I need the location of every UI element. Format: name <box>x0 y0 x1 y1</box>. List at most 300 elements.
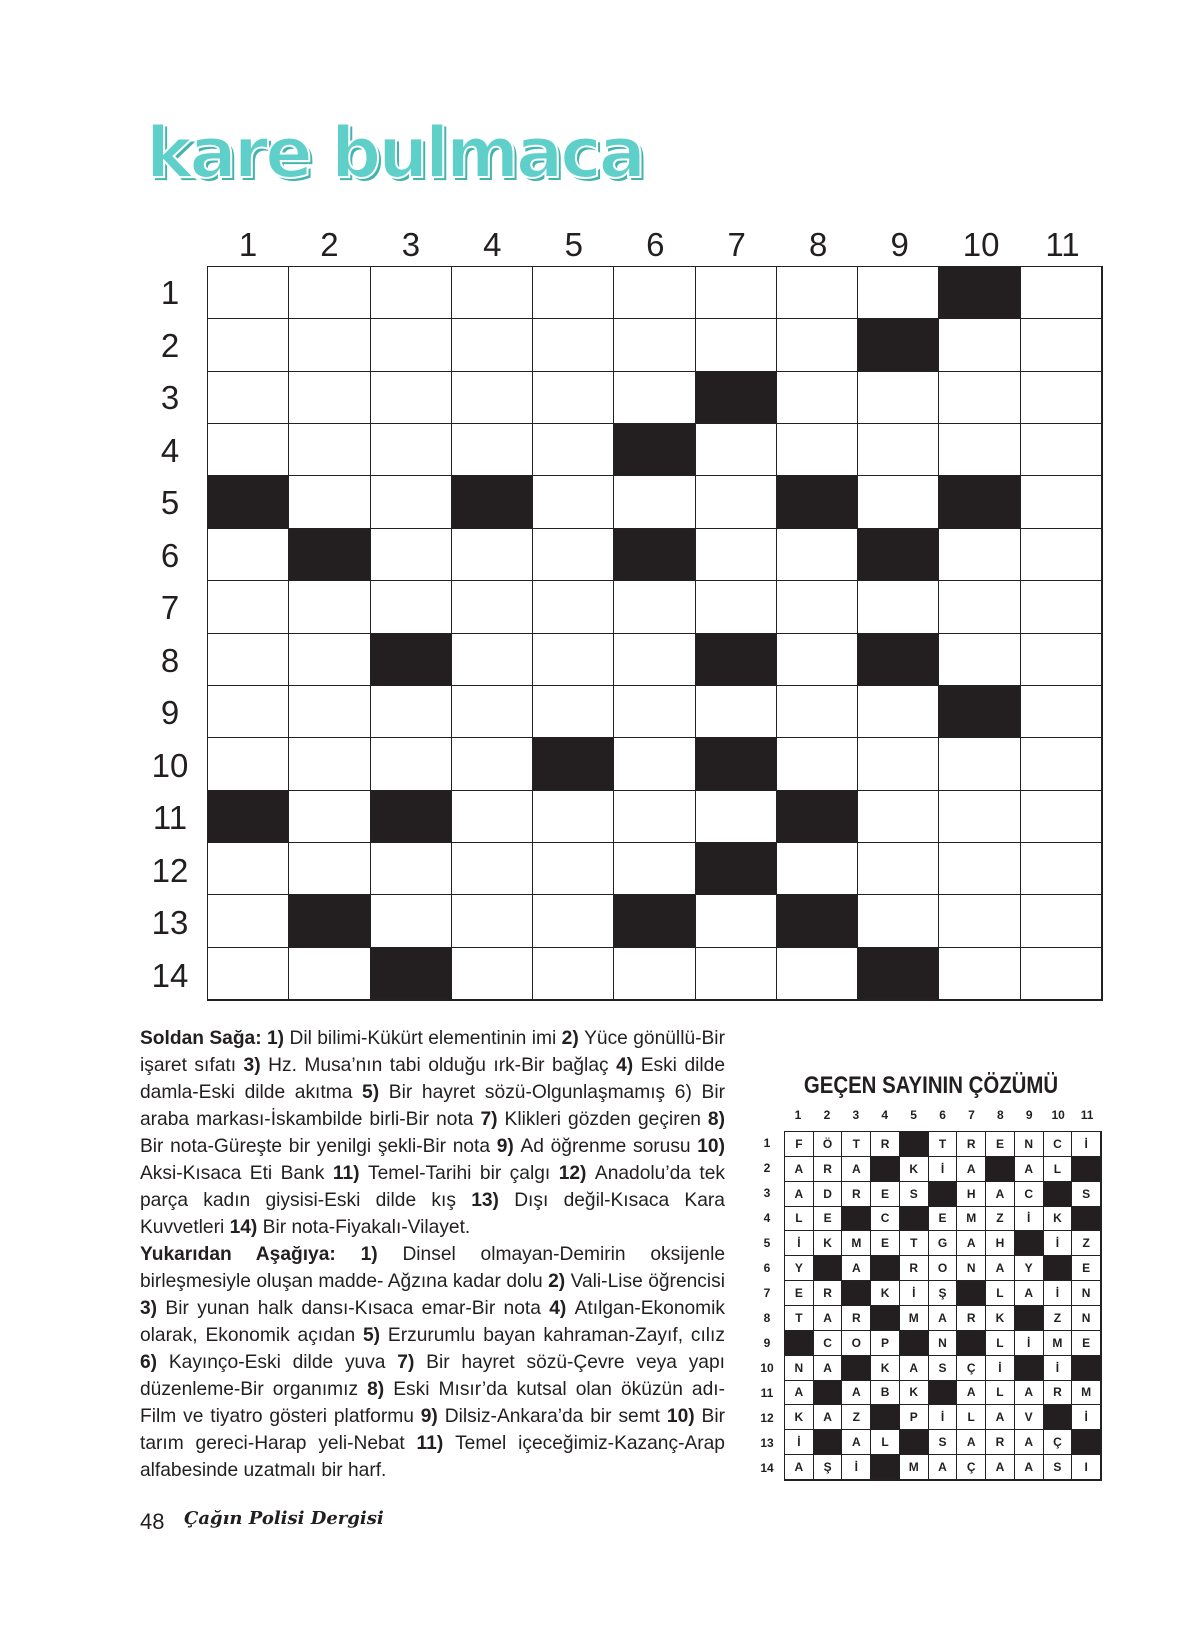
down-clue-number: 11) <box>404 1433 456 1454</box>
column-number: 5 <box>564 226 583 263</box>
empty-cell[interactable] <box>452 948 533 1000</box>
empty-cell[interactable] <box>533 319 614 371</box>
solution-letter-cell: R <box>900 1256 929 1281</box>
solution-black-cell <box>1072 1157 1101 1182</box>
empty-cell[interactable] <box>777 843 858 895</box>
empty-cell[interactable] <box>614 948 695 1000</box>
solution-letter-cell: A <box>957 1157 986 1182</box>
empty-cell[interactable] <box>614 738 695 790</box>
solution-letter-cell: A <box>814 1405 843 1430</box>
black-cell <box>371 948 452 1000</box>
across-clue-text: Temel-Tarihi bir çalgı <box>368 1163 551 1184</box>
solution-column-number: 10 <box>1051 1108 1065 1122</box>
column-number: 10 <box>962 226 1000 263</box>
solution-black-cell <box>814 1430 843 1455</box>
solution-row-number: 1 <box>763 1136 771 1150</box>
across-clue-number: 1) <box>267 1028 290 1049</box>
row-number: 5 <box>160 484 180 521</box>
solution-letter-cell: A <box>785 1381 814 1406</box>
empty-cell[interactable] <box>696 895 777 947</box>
empty-cell[interactable] <box>777 948 858 1000</box>
empty-cell[interactable] <box>1021 634 1102 686</box>
empty-cell[interactable] <box>696 267 777 319</box>
empty-cell[interactable] <box>858 581 939 633</box>
empty-cell[interactable] <box>858 895 939 947</box>
empty-cell[interactable] <box>533 843 614 895</box>
empty-cell[interactable] <box>696 476 777 528</box>
empty-cell[interactable] <box>208 424 289 476</box>
solution-letter-cell: A <box>957 1231 986 1256</box>
solution-letter-cell: A <box>842 1381 871 1406</box>
empty-cell[interactable] <box>858 738 939 790</box>
solution-letter-cell: A <box>986 1405 1015 1430</box>
solution-letter-cell: O <box>929 1256 958 1281</box>
empty-cell[interactable] <box>371 476 452 528</box>
solution-letter-cell: İ <box>929 1157 958 1182</box>
down-clue-number: 8) <box>358 1379 394 1400</box>
solution-letter-cell: K <box>871 1281 900 1306</box>
solution-letter-cell: N <box>1072 1306 1101 1331</box>
solution-row-number: 14 <box>760 1461 774 1475</box>
empty-cell[interactable] <box>1021 529 1102 581</box>
solution-letter-cell: Ç <box>957 1455 986 1480</box>
empty-cell[interactable] <box>1021 738 1102 790</box>
empty-cell[interactable] <box>289 319 370 371</box>
empty-cell[interactable] <box>371 529 452 581</box>
row-number: 8 <box>160 641 180 679</box>
empty-cell[interactable] <box>533 372 614 424</box>
solution-black-cell <box>1044 1405 1073 1430</box>
solution-letter-cell: M <box>842 1231 871 1256</box>
empty-cell[interactable] <box>696 424 777 476</box>
black-cell <box>696 634 777 686</box>
empty-cell[interactable] <box>777 581 858 633</box>
solution-black-cell <box>871 1306 900 1331</box>
down-clue-text: Erzurumlu bayan kahraman-Zayıf, cılız <box>387 1325 725 1346</box>
crossword-grid <box>207 266 1103 1001</box>
solution-letter-cell: K <box>900 1381 929 1406</box>
solution-letter-cell: T <box>900 1231 929 1256</box>
solution-letter-cell: İ <box>1072 1132 1101 1157</box>
solution-black-cell <box>814 1256 843 1281</box>
black-cell <box>696 843 777 895</box>
empty-cell[interactable] <box>858 476 939 528</box>
black-cell <box>696 372 777 424</box>
solution-letter-cell: T <box>785 1306 814 1331</box>
empty-cell[interactable] <box>1021 319 1102 371</box>
empty-cell[interactable] <box>208 686 289 738</box>
black-cell <box>452 476 533 528</box>
solution-letter-cell: T <box>842 1132 871 1157</box>
down-label: Yukarıdan Aşağıya: <box>140 1244 336 1265</box>
solution-black-cell <box>957 1281 986 1306</box>
solution-row-number: 2 <box>763 1161 771 1175</box>
down-clue-text: Eski Mısır’da kutsal olan öküzün adı-Film ve tiyatro gösteri platformu <box>140 1379 725 1427</box>
black-cell <box>533 738 614 790</box>
solution-black-cell <box>900 1430 929 1455</box>
empty-cell[interactable] <box>614 267 695 319</box>
solution-letter-cell: E <box>1072 1331 1101 1356</box>
empty-cell[interactable] <box>371 843 452 895</box>
down-clue-number: 3) <box>140 1298 166 1319</box>
solution-black-cell <box>1072 1207 1101 1232</box>
solution-letter-cell: L <box>986 1281 1015 1306</box>
solution-letter-cell: L <box>785 1207 814 1232</box>
empty-cell[interactable] <box>777 529 858 581</box>
empty-cell[interactable] <box>452 634 533 686</box>
across-clue-text: Klikleri gözden geçiren <box>504 1109 701 1130</box>
solution-black-cell <box>1015 1231 1044 1256</box>
empty-cell[interactable] <box>452 372 533 424</box>
solution-letter-cell: A <box>957 1381 986 1406</box>
solution-letter-cell: Z <box>842 1405 871 1430</box>
column-number: 6 <box>646 226 665 263</box>
solution-letter-cell: E <box>785 1281 814 1306</box>
solution-letter-cell: Ş <box>814 1455 843 1480</box>
empty-cell[interactable] <box>208 948 289 1000</box>
empty-cell[interactable] <box>371 267 452 319</box>
across-clue-text: Anadolu’da tek parça kadın giysisi-Eski dilde kış <box>140 1163 725 1211</box>
empty-cell[interactable] <box>208 581 289 633</box>
black-cell <box>614 529 695 581</box>
down-clue-text: Dinsel olmayan-Demirin oksijenle birleşmesiyle oluşan madde- Ağzına kadar dolu <box>140 1244 726 1292</box>
across-clue-number: 4) <box>608 1055 641 1076</box>
black-cell <box>371 791 452 843</box>
solution-letter-cell: M <box>1072 1381 1101 1406</box>
solution-letter-cell: İ <box>1044 1231 1073 1256</box>
empty-cell[interactable] <box>1021 791 1102 843</box>
column-number: 7 <box>727 226 746 263</box>
solution-letter-cell: İ <box>842 1455 871 1480</box>
black-cell <box>371 634 452 686</box>
solution-letter-cell: R <box>986 1430 1015 1455</box>
solution-row-number: 3 <box>763 1186 771 1200</box>
solution-letter-cell: A <box>929 1306 958 1331</box>
empty-cell[interactable] <box>1021 895 1102 947</box>
empty-cell[interactable] <box>939 319 1020 371</box>
empty-cell[interactable] <box>777 738 858 790</box>
empty-cell[interactable] <box>289 267 370 319</box>
solution-column-number: 3 <box>852 1108 860 1122</box>
solution-column-number: 5 <box>910 1108 917 1122</box>
across-clue-number: 12) <box>550 1163 595 1184</box>
solution-column-number: 7 <box>968 1108 975 1122</box>
solution-row-number: 6 <box>763 1261 771 1275</box>
down-clue-text: Kayınço-Eski dilde yuva <box>168 1352 386 1373</box>
empty-cell[interactable] <box>614 476 695 528</box>
black-cell <box>858 529 939 581</box>
solution-letter-cell: N <box>957 1256 986 1281</box>
down-clue-number: 5) <box>355 1325 388 1346</box>
row-number: 14 <box>151 956 189 994</box>
solution-black-cell <box>1072 1430 1101 1455</box>
empty-cell[interactable] <box>208 895 289 947</box>
solution-black-cell <box>842 1281 871 1306</box>
empty-cell[interactable] <box>533 791 614 843</box>
empty-cell[interactable] <box>371 372 452 424</box>
empty-cell[interactable] <box>1021 424 1102 476</box>
across-clue-text: Dil bilimi-Kükürt elementinin imi <box>289 1028 557 1049</box>
solution-letter-cell: F <box>785 1132 814 1157</box>
empty-cell[interactable] <box>452 895 533 947</box>
empty-cell[interactable] <box>1021 843 1102 895</box>
across-clue-number: 9) <box>490 1136 521 1157</box>
empty-cell[interactable] <box>777 319 858 371</box>
empty-cell[interactable] <box>371 319 452 371</box>
solution-letter-cell: İ <box>1044 1281 1073 1306</box>
down-clues <box>140 1244 725 1481</box>
solution-letter-cell: E <box>1072 1256 1101 1281</box>
page-number: 48 <box>140 1509 165 1534</box>
empty-cell[interactable] <box>614 372 695 424</box>
empty-cell[interactable] <box>777 634 858 686</box>
solution-column-number: 11 <box>1080 1108 1094 1122</box>
empty-cell[interactable] <box>452 529 533 581</box>
empty-cell[interactable] <box>289 738 370 790</box>
column-number: 3 <box>401 226 421 263</box>
empty-cell[interactable] <box>208 267 289 319</box>
empty-cell[interactable] <box>1021 686 1102 738</box>
across-clue-text: Bir nota-Güreşte bir yenilgi şekli-Bir nota <box>140 1136 491 1157</box>
empty-cell[interactable] <box>1021 267 1102 319</box>
across-clue-number: 5) <box>352 1082 389 1103</box>
solution-black-cell <box>929 1182 958 1207</box>
solution-black-cell <box>785 1331 814 1356</box>
empty-cell[interactable] <box>371 424 452 476</box>
empty-cell[interactable] <box>858 267 939 319</box>
black-cell <box>858 319 939 371</box>
empty-cell[interactable] <box>939 529 1020 581</box>
empty-cell[interactable] <box>777 686 858 738</box>
empty-cell[interactable] <box>777 424 858 476</box>
solution-letter-cell: İ <box>1044 1356 1073 1381</box>
solution-row-number: 11 <box>760 1386 774 1400</box>
solution-letter-cell: E <box>871 1231 900 1256</box>
solution-column-number: 8 <box>997 1108 1004 1122</box>
row-number: 13 <box>151 904 189 941</box>
empty-cell[interactable] <box>208 372 289 424</box>
magazine-name: Çağın Polisi Dergisi <box>184 1508 384 1529</box>
down-clue-text: Bir tarım gereci-Harap yeli-Nebat <box>140 1406 725 1454</box>
empty-cell[interactable] <box>614 581 695 633</box>
solution-letter-cell: K <box>871 1356 900 1381</box>
empty-cell[interactable] <box>371 738 452 790</box>
black-cell <box>208 791 289 843</box>
solution-letter-cell: R <box>814 1281 843 1306</box>
solution-black-cell <box>871 1157 900 1182</box>
solution-row-number: 9 <box>763 1336 771 1350</box>
empty-cell[interactable] <box>614 319 695 371</box>
empty-cell[interactable] <box>939 791 1020 843</box>
empty-cell[interactable] <box>696 948 777 1000</box>
column-number: 2 <box>320 226 339 263</box>
black-cell <box>777 791 858 843</box>
empty-cell[interactable] <box>696 791 777 843</box>
empty-cell[interactable] <box>696 686 777 738</box>
solution-letter-cell: A <box>1015 1381 1044 1406</box>
empty-cell[interactable] <box>452 319 533 371</box>
solution-black-cell <box>871 1455 900 1480</box>
black-cell <box>614 895 695 947</box>
empty-cell[interactable] <box>371 895 452 947</box>
across-clue-text: Bir hayret sözü-Olgunlaşmamış 6) Bir araba markası-İskambilde birli-Bir nota <box>140 1082 725 1130</box>
solution-letter-cell: V <box>1015 1405 1044 1430</box>
solution-letter-cell: M <box>900 1455 929 1480</box>
column-number: 1 <box>238 226 258 263</box>
empty-cell[interactable] <box>289 791 370 843</box>
solution-letter-cell: A <box>986 1455 1015 1480</box>
empty-cell[interactable] <box>371 581 452 633</box>
row-number: 9 <box>160 694 180 731</box>
solution-row-number: 13 <box>760 1436 774 1450</box>
solution-letter-cell: A <box>785 1455 814 1480</box>
solution-letter-cell: I <box>1072 1455 1101 1480</box>
empty-cell[interactable] <box>289 424 370 476</box>
empty-cell[interactable] <box>289 476 370 528</box>
empty-cell[interactable] <box>1021 372 1102 424</box>
empty-cell[interactable] <box>939 581 1020 633</box>
empty-cell[interactable] <box>696 529 777 581</box>
solution-letter-cell: A <box>986 1256 1015 1281</box>
empty-cell[interactable] <box>858 372 939 424</box>
solution-letter-cell: S <box>1044 1455 1073 1480</box>
empty-cell[interactable] <box>939 843 1020 895</box>
empty-cell[interactable] <box>533 686 614 738</box>
down-clue-text: Temel içeceğimiz-Kazanç-Arap alfabesinde uzatmalı bir harf. <box>140 1433 725 1481</box>
empty-cell[interactable] <box>696 319 777 371</box>
solution-row-number: 10 <box>760 1361 774 1375</box>
down-clue-text: Dilsiz-Ankara’da bir semt <box>444 1406 661 1427</box>
solution-letter-cell: A <box>1015 1281 1044 1306</box>
solution-column-number: 2 <box>823 1108 831 1122</box>
solution-title: GEÇEN SAYININ ÇÖZÜMÜ <box>803 1072 1059 1099</box>
solution-black-cell <box>1015 1356 1044 1381</box>
empty-cell[interactable] <box>939 948 1020 1000</box>
column-number: 4 <box>483 226 502 263</box>
empty-cell[interactable] <box>208 529 289 581</box>
empty-cell[interactable] <box>696 581 777 633</box>
empty-cell[interactable] <box>533 634 614 686</box>
empty-cell[interactable] <box>533 529 614 581</box>
across-clue-number: 10) <box>690 1136 725 1157</box>
black-cell <box>939 686 1020 738</box>
empty-cell[interactable] <box>939 738 1020 790</box>
solution-letter-cell: K <box>814 1231 843 1256</box>
empty-cell[interactable] <box>858 843 939 895</box>
empty-cell[interactable] <box>1021 476 1102 528</box>
empty-cell[interactable] <box>208 319 289 371</box>
empty-cell[interactable] <box>533 581 614 633</box>
empty-cell[interactable] <box>533 267 614 319</box>
empty-cell[interactable] <box>289 372 370 424</box>
solution-letter-cell: C <box>814 1331 843 1356</box>
across-clue-number: 14) <box>224 1217 263 1238</box>
solution-black-cell <box>842 1207 871 1232</box>
across-clue-number: 3) <box>236 1055 269 1076</box>
empty-cell[interactable] <box>533 948 614 1000</box>
empty-cell[interactable] <box>614 686 695 738</box>
solution-letter-cell: E <box>814 1207 843 1232</box>
solution-letter-cell: M <box>900 1306 929 1331</box>
across-clue-number: 13) <box>455 1190 515 1211</box>
empty-cell[interactable] <box>452 738 533 790</box>
empty-cell[interactable] <box>208 634 289 686</box>
down-clue-text: Vali-Lise öğrencisi <box>570 1271 725 1292</box>
solution-column-number: 9 <box>1025 1108 1033 1122</box>
solution-letter-cell: K <box>785 1405 814 1430</box>
down-clue-number: 2) <box>542 1271 571 1292</box>
empty-cell[interactable] <box>777 372 858 424</box>
empty-cell[interactable] <box>858 686 939 738</box>
empty-cell[interactable] <box>939 372 1020 424</box>
solution-letter-cell: M <box>1044 1331 1073 1356</box>
solution-letter-cell: C <box>1015 1182 1044 1207</box>
black-cell <box>858 634 939 686</box>
empty-cell[interactable] <box>939 424 1020 476</box>
empty-cell[interactable] <box>1021 948 1102 1000</box>
solution-letter-cell: H <box>957 1182 986 1207</box>
solution-column-number: 4 <box>881 1108 889 1122</box>
empty-cell[interactable] <box>614 634 695 686</box>
empty-cell[interactable] <box>533 424 614 476</box>
empty-cell[interactable] <box>452 791 533 843</box>
empty-cell[interactable] <box>452 581 533 633</box>
empty-cell[interactable] <box>208 738 289 790</box>
solution-black-cell <box>900 1331 929 1356</box>
solution-letter-cell: L <box>986 1331 1015 1356</box>
across-clue-text: Bir nota-Fiyakalı-Vilayet. <box>262 1217 471 1238</box>
empty-cell[interactable] <box>289 686 370 738</box>
empty-cell[interactable] <box>858 424 939 476</box>
solution-black-cell <box>900 1132 929 1157</box>
empty-cell[interactable] <box>614 791 695 843</box>
empty-cell[interactable] <box>452 843 533 895</box>
across-clue-text: Yüce gönüllü-Bir işaret sıfatı <box>140 1028 725 1076</box>
solution-letter-cell: A <box>814 1306 843 1331</box>
empty-cell[interactable] <box>289 581 370 633</box>
empty-cell[interactable] <box>939 895 1020 947</box>
solution-letter-cell: H <box>986 1231 1015 1256</box>
solution-letter-cell: A <box>814 1356 843 1381</box>
solution-letter-cell: İ <box>785 1430 814 1455</box>
solution-letter-cell: Ö <box>814 1132 843 1157</box>
empty-cell[interactable] <box>452 424 533 476</box>
empty-cell[interactable] <box>614 843 695 895</box>
empty-cell[interactable] <box>371 686 452 738</box>
empty-cell[interactable] <box>1021 581 1102 633</box>
empty-cell[interactable] <box>452 686 533 738</box>
empty-cell[interactable] <box>289 843 370 895</box>
empty-cell[interactable] <box>939 634 1020 686</box>
solution-letter-cell: A <box>785 1182 814 1207</box>
empty-cell[interactable] <box>533 476 614 528</box>
empty-cell[interactable] <box>533 895 614 947</box>
solution-row-number: 12 <box>760 1411 774 1425</box>
solution-letter-cell: L <box>986 1381 1015 1406</box>
empty-cell[interactable] <box>289 634 370 686</box>
solution-letter-cell: R <box>1044 1381 1073 1406</box>
empty-cell[interactable] <box>858 791 939 843</box>
solution-letter-cell: A <box>785 1157 814 1182</box>
empty-cell[interactable] <box>452 267 533 319</box>
empty-cell[interactable] <box>208 843 289 895</box>
empty-cell[interactable] <box>777 267 858 319</box>
down-clue-number: 4) <box>540 1298 575 1319</box>
solution-letter-cell: R <box>957 1306 986 1331</box>
empty-cell[interactable] <box>289 948 370 1000</box>
solution-grid <box>784 1131 1102 1481</box>
black-cell <box>289 529 370 581</box>
